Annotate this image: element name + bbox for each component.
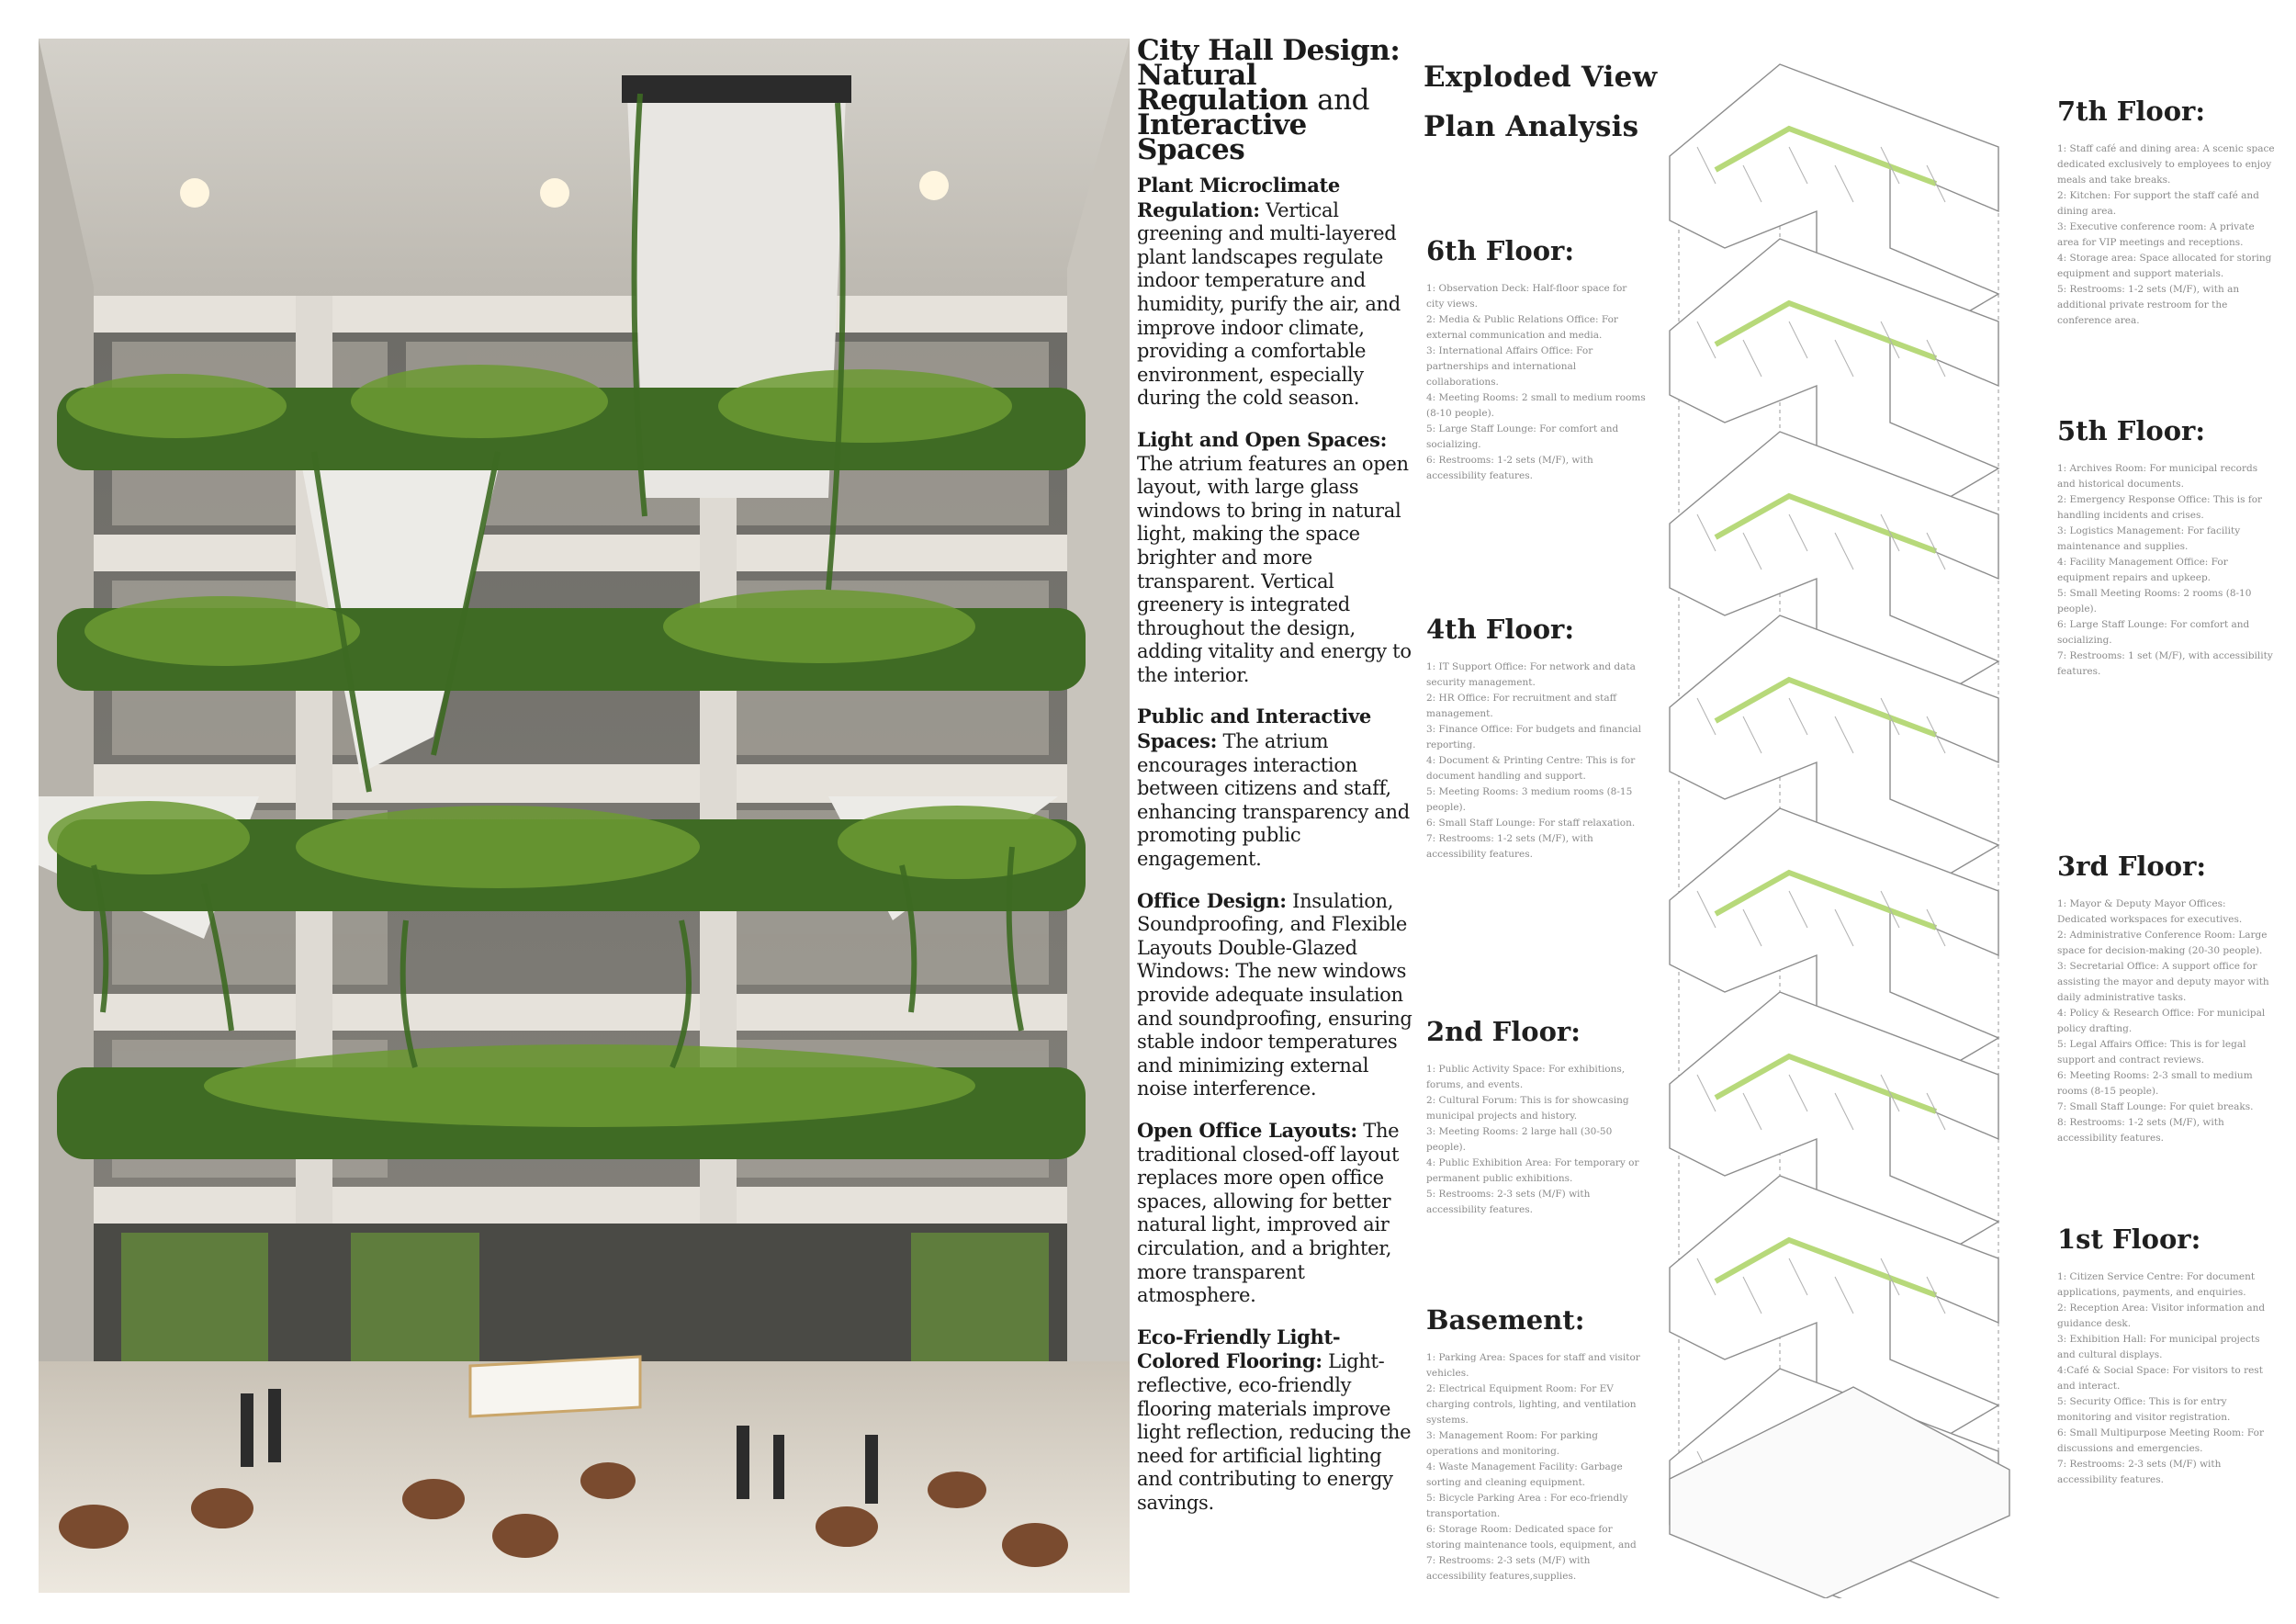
floor-description-line: vehicles. [1426, 1368, 1469, 1379]
floor-description-line: collaborations. [1426, 377, 1499, 388]
floor-description-line: 2: Kitchen: For support the staff café and [2057, 190, 2259, 201]
floor-description-line: 4:Café & Social Space: For visitors to rest [2057, 1365, 2263, 1376]
concept-paragraph: Light and Open Spaces: The atrium features an open layout, with large glass windows to bring in natural light, making the space brighter and more transparent. Vertical greenery is integrated throughout the design, adding vitality and energy to the interior. [1137, 427, 1412, 686]
floor-description-line: 7: Restrooms: 2-3 sets (M/F) with [2057, 1459, 2222, 1470]
floor-description-line: document handling and support. [1426, 771, 1586, 782]
floor-description-line: 2: Administrative Conference Room: Large [2057, 930, 2268, 941]
floor-description-line: 5: Meeting Rooms: 3 medium rooms (8-15 [1426, 786, 1633, 797]
floor-1-description [2057, 1269, 2287, 1488]
exploded-floor-stack [1660, 46, 2017, 1598]
floor-description-line: space for decision-making (20-30 people). [2057, 945, 2263, 956]
floor-description-line: sorting and cleaning equipment. [1426, 1477, 1586, 1488]
plan-analysis-heading: Plan Analysis [1424, 110, 1639, 143]
floor-description-line: accessibility features,supplies. [1426, 1571, 1577, 1582]
floor-description-line: and historical documents. [2057, 479, 2184, 490]
basement-description [1426, 1350, 1656, 1585]
floor-description-line: forums, and events. [1426, 1079, 1524, 1090]
floor-description-line: 4: Storage area: Space allocated for storing [2057, 253, 2272, 264]
floor-description-line: 7: Restrooms: 1-2 sets (M/F), with [1426, 833, 1593, 844]
floor-description-line: 2: HR Office: For recruitment and staff [1426, 693, 1617, 704]
floor-description-line: 5: Restrooms: 2-3 sets (M/F) with [1426, 1189, 1591, 1200]
floor-description-line: municipal projects and history. [1426, 1111, 1578, 1122]
floor-description-line: accessibility features. [1426, 470, 1533, 481]
floor-description-line: 4: Policy & Research Office: For municipal [2057, 1008, 2266, 1019]
floor-description-line: 3: Logistics Management: For facility [2057, 525, 2241, 536]
floor-4-title: 4th Floor: [1426, 614, 1575, 645]
floor-description-line: people). [2057, 603, 2097, 615]
floor-4-description [1426, 660, 1656, 863]
floor-description-line: 5: Large Staff Lounge: For comfort and [1426, 423, 1619, 434]
floor-description-line: 3: International Affairs Office: For [1426, 345, 1593, 356]
floor-description-line: 7: Restrooms: 1 set (M/F), with accessibility [2057, 650, 2273, 661]
page-title: City Hall Design: Natural Regulation and Interactive Spaces [1137, 39, 1401, 166]
floor-description-line: 1: Mayor & Deputy Mayor Offices: [2057, 898, 2226, 909]
floor-description-line: applications, payments, and enquiries. [2057, 1287, 2246, 1298]
floor-description-line: discussions and emergencies. [2057, 1443, 2203, 1454]
floor-description-line: 2: Cultural Forum: This is for showcasing [1426, 1095, 1629, 1106]
floor-description-line: accessibility features. [2057, 1474, 2164, 1485]
floor-7-description [2057, 141, 2287, 329]
floor-description-line: 7: Small Staff Lounge: For quiet breaks. [2057, 1101, 2254, 1112]
floor-description-line: 6: Large Staff Lounge: For comfort and [2057, 619, 2250, 630]
floor-description-line: conference area. [2057, 315, 2140, 326]
floor-description-line: 5: Restrooms: 1-2 sets (M/F), with an [2057, 284, 2240, 295]
floor-description-line: guidance desk. [2057, 1318, 2132, 1329]
floor-description-line: 1: Observation Deck: Half-floor space for [1426, 283, 1627, 294]
floor-6-description [1426, 281, 1656, 484]
floor-description-line: socializing. [2057, 635, 2112, 646]
floor-2-description [1426, 1062, 1656, 1218]
floor-description-line: daily administrative tasks. [2057, 992, 2187, 1003]
floor-description-line: permanent public exhibitions. [1426, 1173, 1573, 1184]
floor-description-line: dining area. [2057, 206, 2117, 217]
floor-description-line: 3: Meeting Rooms: 2 large hall (30-50 [1426, 1126, 1613, 1137]
floor-description-line: 4: Waste Management Facility: Garbage [1426, 1461, 1623, 1472]
floor-description-line: and interact. [2057, 1381, 2121, 1392]
floor-description-line: 7: Restrooms: 2-3 sets (M/F) with [1426, 1555, 1591, 1566]
floor-description-line: 5: Small Meeting Rooms: 2 rooms (8-10 [2057, 588, 2252, 599]
floor-description-line: additional private restroom for the [2057, 299, 2228, 310]
floor-description-line: socializing. [1426, 439, 1481, 450]
floor-description-line: reporting. [1426, 739, 1476, 750]
floor-description-line: external communication and media. [1426, 330, 1603, 341]
floor-description-line: 3: Management Room: For parking [1426, 1430, 1598, 1441]
concept-paragraph: Plant Microclimate Regulation: Vertical greening and multi-layered plant landscapes regulate indoor temperature and humidity, purify the air, and improve indoor climate, providing a comfortable environment, especially during the cold season. [1137, 174, 1401, 410]
floor-description-line: 3: Finance Office: For budgets and financial [1426, 724, 1642, 735]
floor-description-line: and cultural displays. [2057, 1349, 2163, 1360]
floor-description-line: city views. [1426, 299, 1478, 310]
floor-description-line: policy drafting. [2057, 1023, 2133, 1034]
floor-description-line: 5: Bicycle Parking Area : For eco-friendly [1426, 1493, 1628, 1504]
floor-description-line: 6: Restrooms: 1-2 sets (M/F), with [1426, 455, 1593, 466]
floor-description-line: 1: IT Support Office: For network and data [1426, 661, 1636, 672]
floor-description-line: 3: Exhibition Hall: For municipal projects [2057, 1334, 2260, 1345]
floor-description-line: 2: Media & Public Relations Office: For [1426, 314, 1618, 325]
basement-title: Basement: [1426, 1304, 1585, 1336]
floor-description-line: charging controls, lighting, and ventilation [1426, 1399, 1637, 1410]
floor-description-line: equipment repairs and upkeep. [2057, 572, 2212, 583]
floor-description-line: (8-10 people). [1426, 408, 1495, 419]
floor-7-title: 7th Floor: [2057, 96, 2206, 127]
floor-description-line: 1: Parking Area: Spaces for staff and visitor [1426, 1352, 1640, 1363]
floor-description-line: people). [1426, 802, 1466, 813]
floor-description-line: 3: Executive conference room: A private [2057, 221, 2255, 232]
floor-description-line: handling incidents and crises. [2057, 510, 2204, 521]
floor-description-line: monitoring and visitor registration. [2057, 1412, 2231, 1423]
concept-paragraph: Office Design: Insulation, Soundproofing, and Flexible Layouts Double-Glazed Windows: The new windows provide adequate insulation and soundproofing, ensuring stable indoor temperatures and minimizing external noise interference. [1137, 888, 1412, 1100]
floor-description-line: 4: Document & Printing Centre: This is for [1426, 755, 1636, 766]
floor-description-line: partnerships and international [1426, 361, 1577, 372]
floor-description-line: 8: Restrooms: 1-2 sets (M/F), with [2057, 1117, 2224, 1128]
floor-description-line: 2: Electrical Equipment Room: For EV [1426, 1383, 1614, 1394]
floor-description-line: 4: Public Exhibition Area: For temporary or [1426, 1157, 1639, 1168]
floor-description-line: people). [1426, 1142, 1466, 1153]
concept-text-column [1137, 39, 1414, 1600]
floor-6-title: 6th Floor: [1426, 235, 1575, 266]
floor-1-title: 1st Floor: [2057, 1224, 2201, 1255]
floor-description-line: management. [1426, 708, 1493, 719]
floor-description-line: assisting the mayor and deputy mayor with [2057, 976, 2269, 987]
concept-paragraph: Public and Interactive Spaces: The atrium encourages interaction between citizens and staff, enhancing transparency and promoting public engagement. [1137, 705, 1410, 871]
floor-description-line: 2: Emergency Response Office: This is for [2057, 494, 2263, 505]
floor-description-line: dedicated exclusively to employees to enjoy [2057, 159, 2272, 170]
floor-5-title: 5th Floor: [2057, 415, 2206, 446]
floor-description-line: rooms (8-15 people). [2057, 1086, 2159, 1097]
floor-description-line: 1: Staff café and dining area: A scenic space [2057, 143, 2275, 154]
floor-description-line: operations and monitoring. [1426, 1446, 1560, 1457]
floor-description-line: 4: Facility Management Office: For [2057, 557, 2228, 568]
floor-description-line: maintenance and supplies. [2057, 541, 2189, 552]
floor-description-line: accessibility features. [1426, 1204, 1533, 1215]
exploded-view-heading: Exploded View [1424, 61, 1658, 94]
exploded-axonometric-plans [1660, 46, 2017, 1598]
floor-description-line: features. [2057, 666, 2101, 677]
floor-description-line: meals and take breaks. [2057, 175, 2171, 186]
floor-description-line: accessibility features. [2057, 1133, 2164, 1144]
floor-description-line: 1: Citizen Service Centre: For document [2057, 1271, 2256, 1282]
floor-5-description [2057, 461, 2287, 680]
floor-description-line: transportation. [1426, 1508, 1501, 1519]
floor-3-description [2057, 897, 2287, 1146]
floor-description-line: storing maintenance tools, equipment, and [1426, 1539, 1637, 1551]
floor-description-line: accessibility features. [1426, 849, 1533, 860]
concept-paragraph: Open Office Layouts: The traditional closed-off layout replaces more open office spaces, allowing for better natural light, improved air circulation, and a brighter, more transparent atmosphere. [1137, 1118, 1400, 1307]
floor-description-line: 5: Security Office: This is for entry [2057, 1396, 2227, 1407]
floor-description-line: 5: Legal Affairs Office: This is for legal [2057, 1039, 2246, 1050]
floor-description-line: equipment and support materials. [2057, 268, 2224, 279]
floor-description-line: 1: Archives Room: For municipal records [2057, 463, 2258, 474]
floor-plate-group [1670, 64, 2009, 1598]
floor-description-line: 1: Public Activity Space: For exhibitions, [1426, 1064, 1626, 1075]
concept-paragraph: Eco-Friendly Light-Colored Flooring: Light-reflective, eco-friendly flooring materials improve light reflection, reducing the need for artificial lighting and contributing to energy savings. [1137, 1325, 1412, 1514]
floor-description-line: 4: Meeting Rooms: 2 small to medium rooms [1426, 392, 1646, 403]
floor-description-line: 6: Small Staff Lounge: For staff relaxation. [1426, 818, 1636, 829]
floor-description-line: Dedicated workspaces for executives. [2057, 914, 2243, 925]
floor-description-line: security management. [1426, 677, 1536, 688]
floor-description-line: support and contract reviews. [2057, 1054, 2204, 1066]
floor-description-line: 6: Storage Room: Dedicated space for [1426, 1524, 1613, 1535]
floor-description-line: 6: Small Multipurpose Meeting Room: For [2057, 1427, 2264, 1438]
floor-description-line: 6: Meeting Rooms: 2-3 small to medium [2057, 1070, 2253, 1081]
floor-3-title: 3rd Floor: [2057, 851, 2207, 882]
floor-description-line: 2: Reception Area: Visitor information and [2057, 1303, 2266, 1314]
floor-description-line: systems. [1426, 1415, 1469, 1426]
floor-description-line: area for VIP meetings and receptions. [2057, 237, 2244, 248]
floor-2-title: 2nd Floor: [1426, 1016, 1581, 1047]
atrium-render-image [39, 39, 1130, 1593]
floor-description-line: 3: Secretarial Office: A support office for [2057, 961, 2257, 972]
atrium-illustration [39, 39, 1130, 1593]
